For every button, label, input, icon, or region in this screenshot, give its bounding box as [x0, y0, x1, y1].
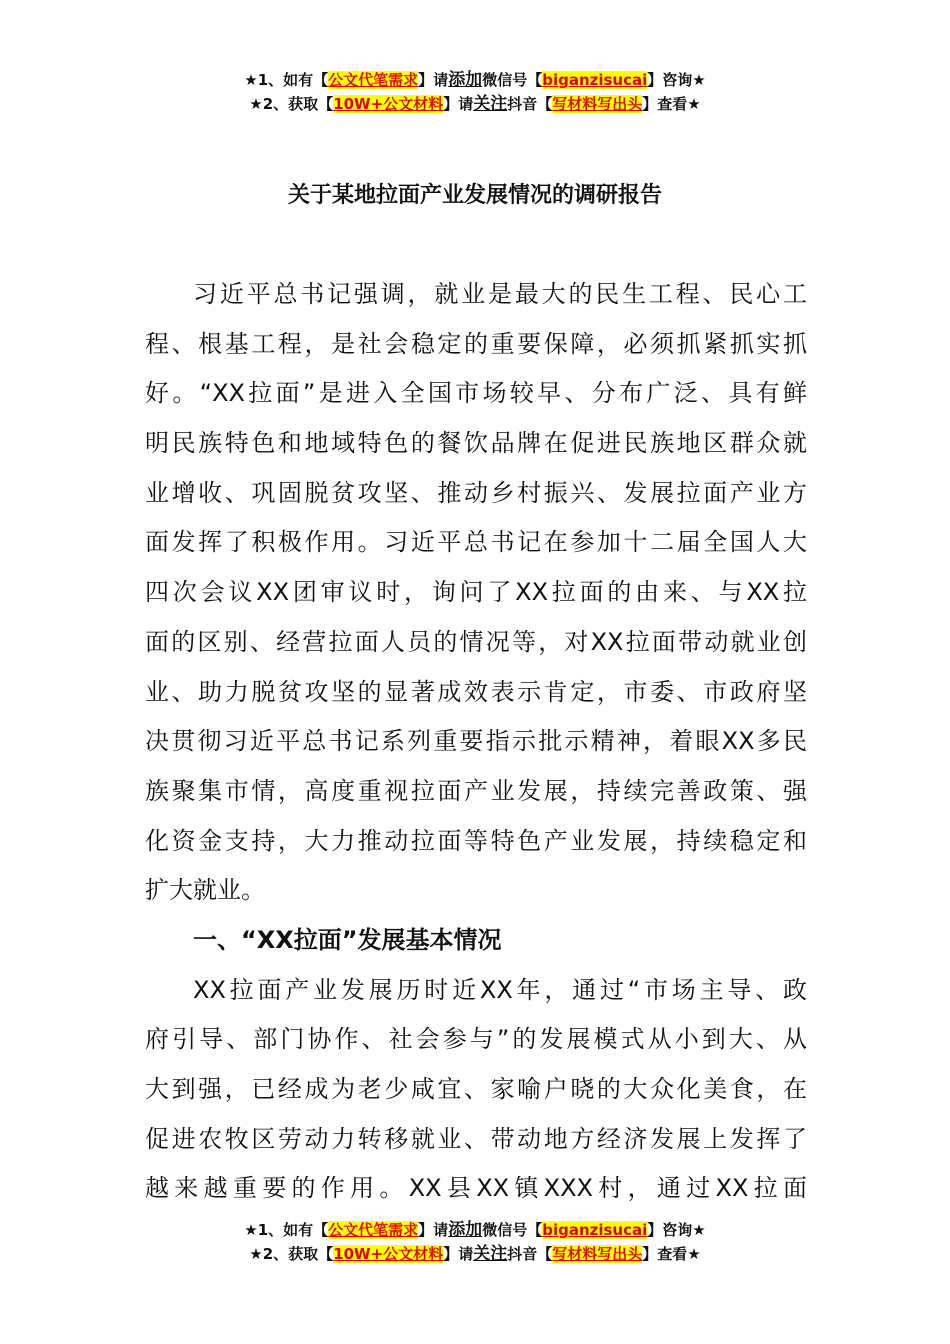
promo-text: ★2、获取【	[249, 1245, 334, 1263]
promo-highlight: 写材料写出头	[552, 95, 643, 113]
promo-text: ★1、如有【	[244, 1221, 329, 1239]
promo-text: 】请	[443, 1245, 474, 1263]
section-heading: 一、“XX拉面”发展基本情况	[193, 925, 502, 954]
paragraph-line: 府引导、部门协作、社会参与”的发展模式从小到大、从	[145, 1025, 807, 1054]
paragraph-line: 好。“XX拉面”是进入全国市场较早、分布广泛、具有鲜	[145, 379, 807, 408]
paragraph-line: 越来越重要的作用。XX县XX镇XXX村，通过XX拉面	[145, 1174, 807, 1203]
promo-highlight: 10W+公文材料	[333, 1245, 444, 1263]
promo-banner-top	[0, 68, 950, 116]
promo-highlight: 写材料写出头	[552, 1245, 643, 1263]
promo-text: 】查看★	[642, 95, 701, 113]
promo-line-1	[0, 1218, 950, 1242]
promo-highlight: 公文代笔需求	[328, 1221, 419, 1239]
paragraph-line: 化资金支持，大力推动拉面等特色产业发展，持续稳定和	[145, 826, 807, 855]
promo-text: 】咨询★	[647, 71, 706, 89]
promo-text: 微信号【	[482, 71, 543, 89]
promo-text: 】请	[418, 1221, 449, 1239]
paragraph-line: 业增收、巩固脱贫攻坚、推动乡村振兴、发展拉面产业方	[145, 478, 807, 507]
paragraph-line: 大到强，已经成为老少咸宜、家喻户晓的大众化美食，在	[145, 1075, 807, 1103]
paragraph-line: 族聚集市情，高度重视拉面产业发展，持续完善政策、强	[145, 776, 807, 805]
paragraph-line: 业、助力脱贫攻坚的显著成效表示肯定，市委、市政府坚	[145, 677, 807, 706]
promo-underline: 关注	[473, 1244, 508, 1264]
promo-highlight: 公文代笔需求	[328, 71, 419, 89]
promo-text: 微信号【	[482, 1221, 543, 1239]
promo-text: 抖音【	[507, 1245, 553, 1263]
promo-text: 抖音【	[507, 95, 553, 113]
promo-text: 】请	[443, 95, 474, 113]
paragraph-line: 四次会议XX团审议时，询问了XX拉面的由来、与XX拉	[145, 578, 807, 607]
paragraph-line: 面发挥了积极作用。习近平总书记在参加十二届全国人大	[145, 528, 807, 557]
promo-underline: 添加	[448, 70, 483, 90]
paragraph-line: 决贯彻习近平总书记系列重要指示批示精神，着眼XX多民	[145, 727, 807, 756]
promo-banner-bottom	[0, 1218, 950, 1266]
promo-text: ★1、如有【	[244, 71, 329, 89]
paragraph-line: 程、根基工程，是社会稳定的重要保障，必须抓紧抓实抓	[145, 329, 807, 358]
promo-highlight: biganzisucai	[542, 1221, 648, 1239]
promo-underline: 添加	[448, 1220, 483, 1240]
document-title: 关于某地拉面产业发展情况的调研报告	[287, 183, 662, 208]
promo-text: ★2、获取【	[249, 95, 334, 113]
promo-line-2	[0, 92, 950, 116]
paragraph-line: XX拉面产业发展历时近XX年，通过“市场主导、政	[193, 975, 807, 1004]
promo-text: 】咨询★	[647, 1221, 706, 1239]
paragraph-line: 促进农牧区劳动力转移就业、带动地方经济发展上发挥了	[145, 1124, 807, 1153]
document-body	[145, 270, 807, 1214]
paragraph-line: 明民族特色和地域特色的餐饮品牌在促进民族地区群众就	[145, 429, 807, 458]
paragraph-line: 面的区别、经营拉面人员的情况等，对XX拉面带动就业创	[145, 627, 807, 656]
paragraph-line: 习近平总书记强调，就业是最大的民生工程、民心工	[193, 280, 807, 308]
promo-line-1	[0, 68, 950, 92]
promo-text: 】请	[418, 71, 449, 89]
promo-line-2	[0, 1242, 950, 1266]
promo-highlight: 10W+公文材料	[333, 95, 444, 113]
promo-underline: 关注	[473, 94, 508, 114]
promo-text: 】查看★	[642, 1245, 701, 1263]
promo-highlight: biganzisucai	[542, 71, 648, 89]
paragraph-line: 扩大就业。	[145, 876, 265, 905]
